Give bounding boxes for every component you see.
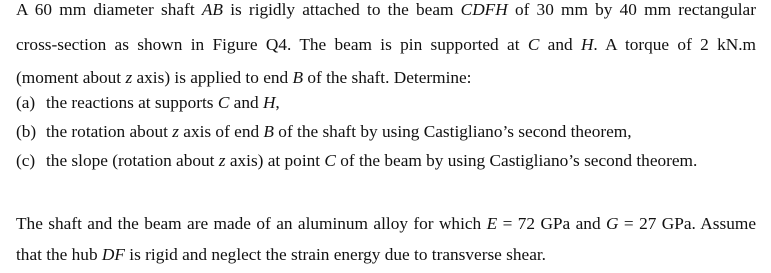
support-c-label: C [217,93,230,112]
text-segment: = 72 GPa and [497,214,606,233]
text-segment: The shaft and the beam are made of an aluminum alloy for which [16,214,487,233]
support-h-label: H [580,35,594,54]
text-segment: and [229,93,263,112]
materials-line-2 [16,245,546,265]
text-segment: cross-section as shown in Figure Q4. The beam is pin supported at [16,35,528,54]
point-c-label: C [324,151,336,170]
text-segment: axis) at point [225,151,325,170]
hub-label: DF [101,245,125,264]
task-label: (b) [16,122,37,141]
task-b [16,122,632,142]
text-segment: the rotation about [46,122,173,141]
intro-line-3 [16,68,471,88]
shaft-label: AB [201,0,223,19]
text-segment: = 27 GPa. Assume [618,214,756,233]
task-c [16,151,697,171]
text-segment: , [275,93,280,112]
intro-line-2 [16,35,756,55]
text-segment: of the beam by using Castigliano’s second theorem. [335,151,698,170]
materials-line-1 [16,214,756,234]
task-label: (a) [16,93,36,112]
text-segment: . A torque of 2 kN.m [593,35,756,54]
text-segment: and [539,35,581,54]
text-segment: the reactions at supports [46,93,218,112]
modulus-g-symbol: G [606,214,619,233]
task-a [16,93,280,113]
text-segment: (moment about [16,68,126,87]
beam-label: CDFH [460,0,508,19]
support-c-label: C [527,35,540,54]
modulus-e-symbol: E [486,214,498,233]
intro-line-1 [16,0,756,20]
task-label: (c) [16,151,36,170]
text-segment: axis) is applied to end [132,68,293,87]
text-segment: of the shaft. Determine: [303,68,472,87]
text-segment: is rigid and neglect the strain energy due to transverse shear. [124,245,546,264]
end-b-label: B [292,68,304,87]
end-b-label: B [263,122,274,141]
text-segment: is rigidly attached to the beam [222,0,461,19]
text-segment: A 60 mm diameter shaft [16,0,202,19]
text-segment: that the hub [16,245,102,264]
text-segment: the slope (rotation about [46,151,219,170]
axis-label: z [125,68,133,87]
axis-label: z [172,122,179,141]
text-segment: axis of end [178,122,264,141]
text-segment: of 30 mm by 40 mm rectangular [507,0,756,19]
axis-label: z [218,151,226,170]
text-segment: of the shaft by using Castigliano’s second theorem, [273,122,632,141]
support-h-label: H [262,93,276,112]
